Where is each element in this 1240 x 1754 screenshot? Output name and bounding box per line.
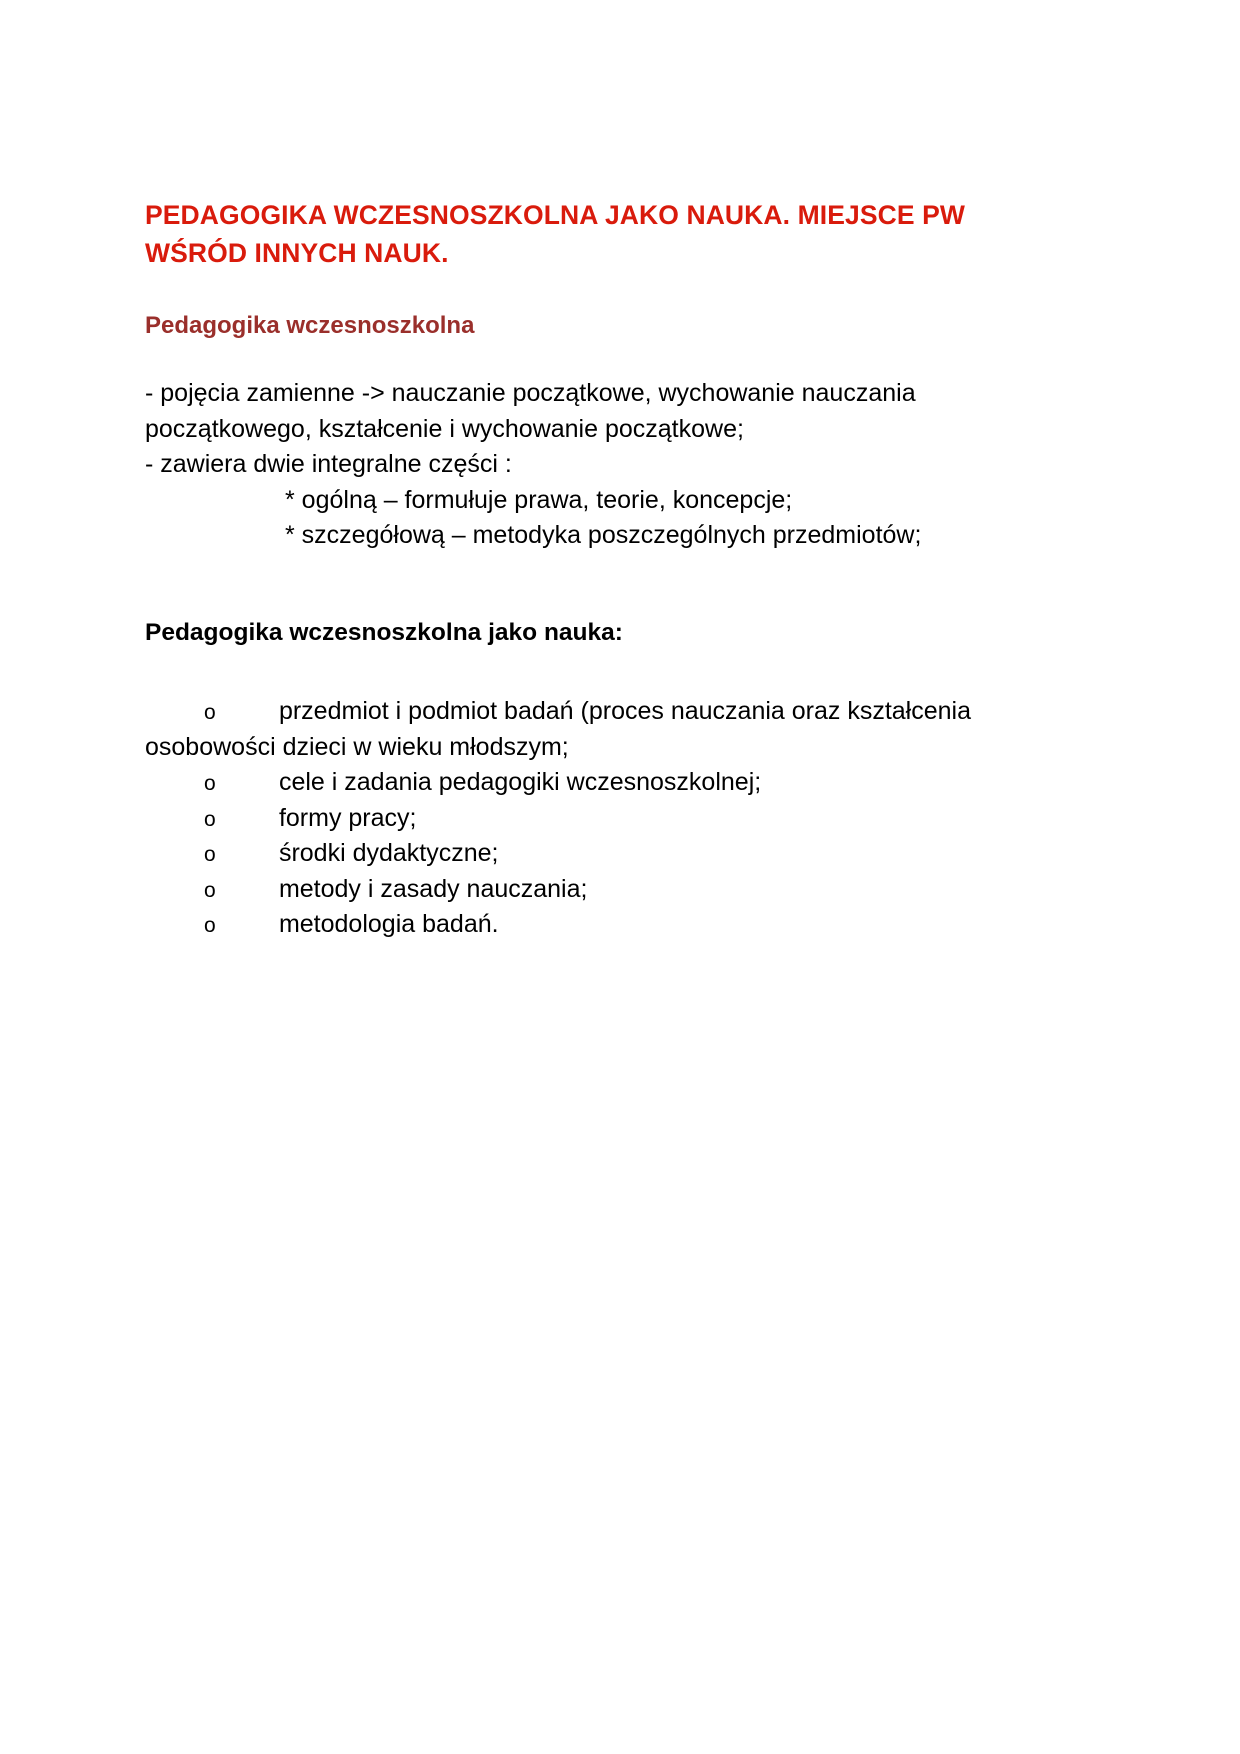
list-item-row bbox=[145, 801, 1105, 837]
bullet-list bbox=[145, 694, 1105, 943]
list-item-row bbox=[145, 765, 1105, 801]
list-item-label: środki dydaktyczne; bbox=[278, 839, 499, 868]
list-item-row bbox=[145, 907, 1105, 943]
list-item bbox=[145, 907, 1105, 943]
circle-bullet-icon: o bbox=[204, 914, 216, 938]
circle-bullet-icon: o bbox=[204, 701, 216, 725]
paragraph-line: początkowego, kształcenie i wychowanie początkowe; bbox=[145, 414, 744, 443]
spacer bbox=[145, 342, 1105, 376]
list-item-label: metody i zasady nauczania; bbox=[278, 874, 588, 903]
document-body bbox=[145, 196, 1105, 943]
circle-bullet-icon: o bbox=[204, 807, 216, 831]
list-item bbox=[145, 694, 1105, 765]
list-item-label: formy pracy; bbox=[278, 803, 417, 832]
section-heading-jako-nauka: Pedagogika wczesnoszkolna jako nauka: bbox=[145, 618, 623, 646]
list-item-row bbox=[145, 694, 1105, 730]
page-title: PEDAGOGIKA WCZESNOSZKOLNA JAKO NAUKA. MIEJSCE PW WŚRÓD INNYCH NAUK. bbox=[145, 200, 965, 269]
sub-item-line: * ogólną – formułuje prawa, teorie, koncepcje; bbox=[285, 485, 793, 514]
list-item-continuation: osobowości dzieci w wieku młodszym; bbox=[145, 732, 569, 761]
circle-bullet-icon: o bbox=[204, 843, 216, 867]
list-item-row bbox=[145, 836, 1105, 872]
list-item bbox=[145, 872, 1105, 908]
section-heading-pedagogika-wczesnoszkolna: Pedagogika wczesnoszkolna bbox=[145, 311, 475, 339]
circle-bullet-icon: o bbox=[204, 772, 216, 796]
sub-item-line: * szczegółową – metodyka poszczególnych przedmiotów; bbox=[285, 521, 922, 550]
list-item-label: metodologia badań. bbox=[278, 910, 499, 939]
paragraph-line: - zawiera dwie integralne części : bbox=[145, 450, 512, 479]
circle-bullet-icon: o bbox=[204, 878, 216, 902]
list-item-label: przedmiot i podmiot badań (proces nauczania oraz kształcenia bbox=[278, 697, 971, 726]
spacer bbox=[145, 650, 1105, 694]
spacer bbox=[145, 554, 1105, 616]
spacer bbox=[145, 273, 1105, 309]
paragraph-line: - pojęcia zamienne -> nauczanie początkowe, wychowanie nauczania bbox=[145, 379, 916, 408]
list-item bbox=[145, 836, 1105, 872]
list-item bbox=[145, 765, 1105, 801]
list-item-row bbox=[145, 872, 1105, 908]
list-item bbox=[145, 801, 1105, 837]
list-item-label: cele i zadania pedagogiki wczesnoszkolnej; bbox=[278, 768, 762, 797]
definition-block bbox=[145, 376, 1105, 554]
